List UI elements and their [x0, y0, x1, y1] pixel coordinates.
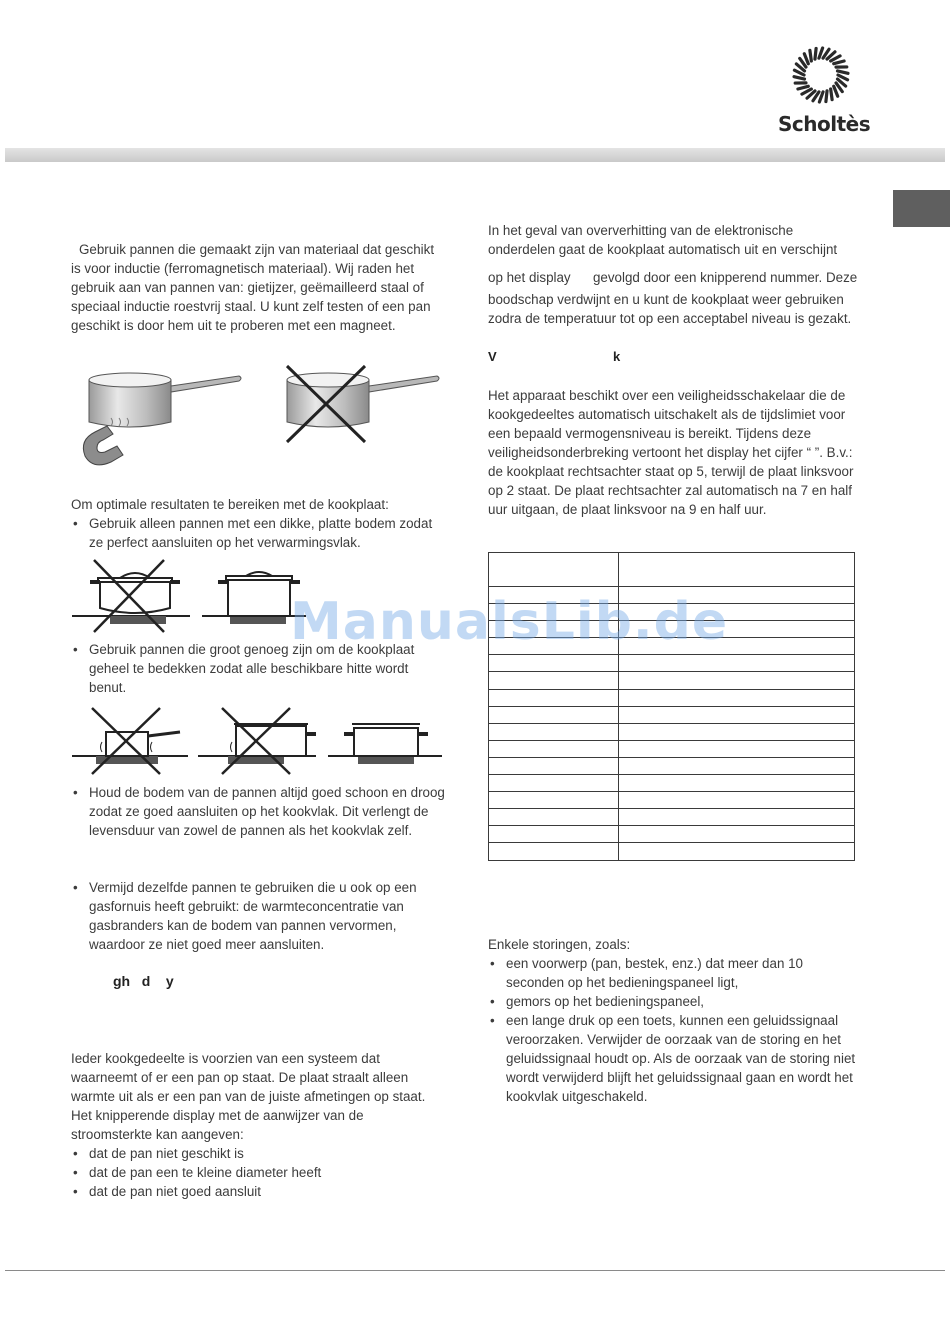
list-item: • dat de pan niet goed aansluit — [71, 1182, 446, 1201]
overheat-block: In het geval van oververhitting van de elektronische onderdelen gaat de kookplaat automatisch uit en verschijnt op het display gevolgd door een knipperend nummer. Deze boodschap verdwijnt en u kunt de kookplaat weer gebruiken zodra de temperatuur tot op een acceptabel niveau is gezakt. — [488, 223, 858, 326]
list-item: • Gebruik pannen die groot genoeg zijn om de kookplaat geheel te bedekken zodat alle beschikbare hitte wordt benut. — [71, 640, 446, 697]
list-item: • Houd de bodem van de pannen altijd goed schoon en droog zodat ze goed aansluiten op het kookvlak. Dit verlengt de levensduur van zowel de pannen als het kookvlak zelf. — [71, 783, 446, 840]
list-item: • Gebruik alleen pannen met een dikke, platte bodem zodat ze perfect aansluiten op het verwarmingsvlak. — [71, 514, 446, 552]
intro-paragraph: Gebruik pannen die gemaakt zijn van materiaal dat geschikt is voor inductie (ferromagnetisch materiaal). Wij raden het gebruik aan van pannen van: gietijzer, geëmailleerd staal of speciaal inductie roestvrij staal. U kunt zelf testen of een pan geschikt is door hem uit te proberen met een magneet. — [71, 242, 435, 333]
list-item: • Vermijd dezelfde pannen te gebruiken die u ook op een gasfornuis heeft gebruikt: de warmteconcentratie van gasbranders kan de bodem van pannen vervormen, waardoor ze niet goed meer aansluiten. — [71, 878, 446, 954]
table-cell — [618, 826, 854, 843]
pan-with-magnet — [83, 373, 241, 465]
pan-magnet-illustration — [75, 360, 455, 475]
logo-ray — [815, 48, 816, 59]
pan-size-illustration — [70, 704, 445, 776]
table-cell — [618, 843, 854, 860]
table-cell — [489, 672, 619, 689]
bullet4-block — [71, 878, 446, 954]
table-cell — [618, 723, 854, 740]
sunburst-icon — [775, 42, 870, 112]
flat-bottom-illustration — [70, 558, 310, 636]
table-row — [489, 672, 855, 689]
heading-v: V — [488, 349, 497, 364]
table-cell — [489, 655, 619, 672]
logo-ray — [794, 77, 804, 79]
table-cell — [489, 706, 619, 723]
list-item: • gemors op het bedieningspaneel, — [488, 992, 860, 1011]
section-heading-fragment: gh d y — [113, 973, 174, 989]
table-cell — [618, 809, 854, 826]
table-row — [489, 843, 855, 860]
brand-logo — [775, 42, 870, 137]
table-cell — [489, 826, 619, 843]
header-bar — [5, 148, 945, 162]
pan-crossed — [287, 366, 439, 442]
table-row — [489, 740, 855, 757]
magnet-icon — [83, 426, 123, 465]
list-item: • dat de pan een te kleine diameter heeft — [71, 1163, 446, 1182]
table-cell — [489, 792, 619, 809]
table-cell — [618, 706, 854, 723]
logo-ray — [819, 48, 823, 58]
logo-ray — [810, 50, 811, 61]
logo-ray — [798, 86, 808, 89]
table-cell — [618, 672, 854, 689]
table-row — [489, 775, 855, 792]
logo-ray — [838, 71, 848, 73]
table-cell — [618, 792, 854, 809]
table-cell — [489, 809, 619, 826]
table-row — [489, 689, 855, 706]
table-cell — [489, 843, 619, 860]
table-row — [489, 826, 855, 843]
table-row — [489, 757, 855, 774]
table-row — [489, 706, 855, 723]
faults-block: Enkele storingen, zoals: • een voorwerp (pan, bestek, enz.) dat meer dan 10 seconden op het bedieningspaneel ligt, • gemors op het bedieningspaneel, • een lange druk op een toets, kunnen een geluidssignaal veroorzaken. Verwijder de oorzaak van de storing en het geluidssignaal houdt op. Als de oorzaak van de storing niet wordt verwijderd blijft het geluidssignaal gaan en wordt het kookvlak uitgeschakeld. — [488, 935, 860, 1106]
table-cell — [489, 553, 619, 587]
table-row — [489, 809, 855, 826]
table-cell — [618, 757, 854, 774]
results-block: Om optimale resultaten te bereiken met de kookplaat: • Gebruik alleen pannen met een dikke, platte bodem zodat ze perfect aansluiten op het verwarmingsvlak. — [71, 495, 446, 552]
table-cell — [618, 689, 854, 706]
list-item: • een voorwerp (pan, bestek, enz.) dat meer dan 10 seconden op het bedieningspaneel ligt, — [488, 954, 860, 992]
detection-block: Ieder kookgedeelte is voorzien van een systeem dat waarneemt of er een pan op staat. De plaat straalt alleen warmte uit als er een pan van de juiste afmetingen op staat. Het knipperende display met de aanwijzer van de stroomsterkte kan aangeven: • dat de pan niet geschikt is • dat de pan een te kleine diameter heeft • dat de pan niet goed aansluit — [71, 1049, 446, 1201]
footer-line — [5, 1270, 945, 1271]
logo-ray — [826, 91, 827, 102]
brand-name: Scholtès — [778, 112, 871, 136]
table-row — [489, 792, 855, 809]
watermark: ManualsLib.de — [290, 592, 729, 652]
table-cell — [489, 757, 619, 774]
section-tab — [893, 190, 950, 227]
table-cell — [618, 553, 854, 587]
table-cell — [618, 655, 854, 672]
list-item: • een lange druk op een toets, kunnen een geluidssignaal veroorzaken. Verwijder de oorzaak van de storing en het geluidssignaal houdt op. Als de oorzaak van de storing niet wordt verwijderd blijft het geluidssignaal gaan en wordt het kookvlak uitgeschakeld. — [488, 1011, 860, 1106]
logo-ray — [804, 54, 808, 64]
logo-ray — [831, 89, 832, 100]
table-row — [489, 723, 855, 740]
logo-ray — [834, 61, 844, 64]
logo-ray — [834, 86, 838, 96]
table-cell — [618, 775, 854, 792]
bullet3-block — [71, 783, 446, 840]
table-cell — [489, 723, 619, 740]
table-cell — [489, 775, 619, 792]
table-cell — [489, 740, 619, 757]
table-cell — [618, 740, 854, 757]
table-cell — [489, 689, 619, 706]
heading-k: k — [613, 349, 621, 364]
logo-ray — [819, 92, 823, 102]
table-row — [489, 553, 855, 587]
list-item: • dat de pan niet geschikt is — [71, 1144, 446, 1163]
safety-block: Het apparaat beschikt over een veiligheidsschakelaar die de kookgedeeltes automatisch uitschakelt als de tijdslimiet voor een bepaald vermogensniveau is bereikt. Tijdens deze veiligheidsonderbreking vertoont het display het cijfer “ ”. B.v.: de kookplaat rechtsachter staat op 5, terwijl de plaat linksvoor op 2 staat. De plaat rechtsachter zal automatisch na 7 en half uur uitgaan, de plaat linksvoor na 9 en half uur. — [488, 388, 854, 517]
table-row — [489, 655, 855, 672]
